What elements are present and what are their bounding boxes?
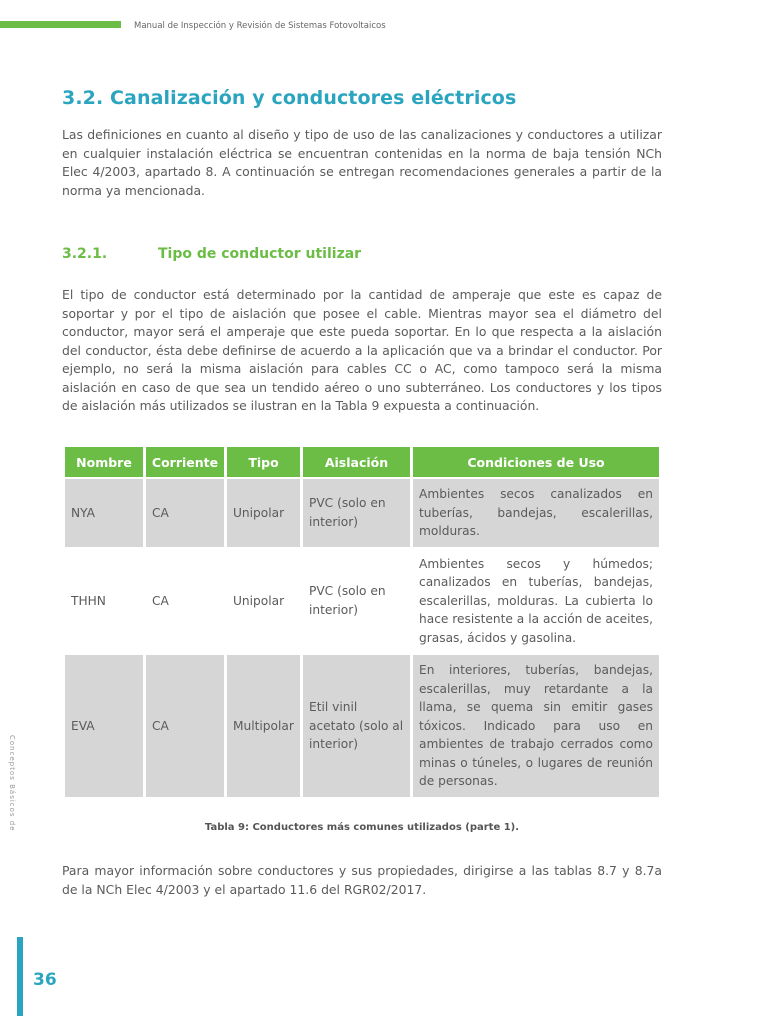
cell-condiciones: En interiores, tuberías, bandejas, escalerillas, muy retardante a la llama, se quema sin emitir gases tóxicos. Indicado para uso en ambientes de trabajo cerrados como minas o túneles, o lugares de reunión de personas. <box>413 655 659 797</box>
table-row <box>65 479 659 547</box>
subsection-title: Tipo de conductor utilizar <box>158 246 362 262</box>
page-accent-bar <box>17 937 23 1016</box>
cell-nombre: NYA <box>65 479 143 547</box>
page-number: 36 <box>33 970 57 990</box>
subsection-body-paragraph: El tipo de conductor está determinado por la cantidad de amperaje que este es capaz de soportar y por el tipo de aislación que posee el cable. Mientras mayor sea el diámetro del conductor, mayor será el amperaje que este pueda soportar. En lo que respecta a la aislación del conductor, ésta debe definirse de acuerdo a la aplicación que va a brindar el conductor. Por ejemplo, no será la misma aislación para cables CC o AC, como tampoco será la misma aislación en caso de que sea un tendido aéreo o uno subterráneo. Los conductores y los tipos de aislación más utilizados se ilustran en la Tabla 9 expuesta a continuación. <box>62 287 662 413</box>
conductors-table <box>62 445 662 799</box>
subsection-heading <box>62 246 361 262</box>
table-row <box>65 655 659 797</box>
table-caption: Tabla 9: Conductores más comunes utilizados (parte 1). <box>204 822 520 833</box>
cell-tipo: Unipolar <box>227 479 300 547</box>
cell-aislacion: PVC (solo en interior) <box>303 479 410 547</box>
column-header-aislacion: Aislación <box>303 447 410 477</box>
column-header-tipo: Tipo <box>227 447 300 477</box>
cell-corriente: CA <box>146 655 224 797</box>
cell-corriente: CA <box>146 479 224 547</box>
column-header-nombre: Nombre <box>65 447 143 477</box>
table-row <box>65 549 659 654</box>
cell-tipo: Multipolar <box>227 655 300 797</box>
side-running-text: Conceptos Básicos de <box>8 735 16 832</box>
cell-corriente: CA <box>152 593 169 608</box>
section-intro-paragraph: Las definiciones en cuanto al diseño y tipo de uso de las canalizaciones y conductores a utilizar en cualquier instalación eléctrica se encuentran contenidas en la norma de baja tensión NCh Elec 4/2003, apartado 8. A continuación se entregan recomendaciones generales a partir de la norma ya mencionada. <box>62 127 662 198</box>
section-title: 3.2. Canalización y conductores eléctricos <box>62 87 517 109</box>
column-header-condiciones: Condiciones de Uso <box>413 447 659 477</box>
column-header-corriente: Corriente <box>146 447 224 477</box>
header-accent-bar <box>0 21 121 28</box>
running-header: Manual de Inspección y Revisión de Sistemas Fotovoltaicos <box>134 21 386 31</box>
cell-condiciones: Ambientes secos canalizados en tuberías, bandejas, escalerillas, molduras. <box>413 479 659 547</box>
cell-tipo: Unipolar <box>233 593 285 608</box>
table-header-row <box>65 447 659 477</box>
subsection-number: 3.2.1. <box>62 246 108 262</box>
cell-nombre: EVA <box>65 655 143 797</box>
footer-note-paragraph: Para mayor información sobre conductores y sus propiedades, dirigirse a las tablas 8.7 y 8.7a de la NCh Elec 4/2003 y el apartado 11.6 del RGR02/2017. <box>62 863 662 897</box>
cell-nombre: THHN <box>71 593 106 608</box>
cell-aislacion: PVC (solo en interior) <box>309 584 386 617</box>
cell-aislacion: Etil vinil acetato (solo al interior) <box>303 655 410 797</box>
cell-condiciones: Ambientes secos y húmedos; canalizados en tuberías, bandejas, escalerillas, molduras. La cubierta lo hace resistente a la acción de aceites, grasas, ácidos y gasolina. <box>419 556 653 645</box>
